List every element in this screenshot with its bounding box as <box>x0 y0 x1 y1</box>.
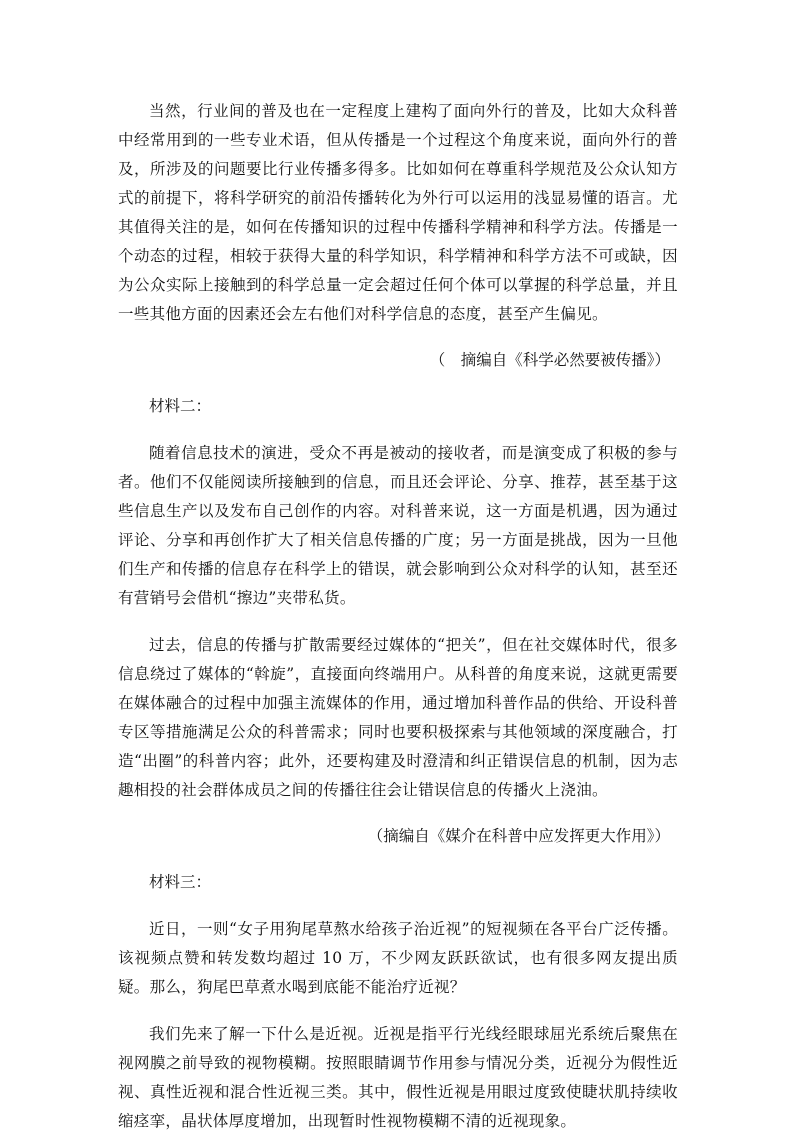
source-citation-1: （ 摘编自《科学必然要被传播》） <box>429 351 670 369</box>
paragraph-5: 我们先来了解一下什么是近视。近视是指平行光线经眼球屈光系统后聚焦在视网膜之前导致的视物模糊。按照眼睛调节作用参与情况分类，近视分为假性近视、真性近视和混合性近视三类。其中，假性近视是用眼过度致使睫状肌持续收缩痉挛，晶状体厚度增加，出现暂时性视物模糊不清的近视现象。 <box>118 1025 678 1130</box>
material-2-heading: 材料二： <box>149 397 212 415</box>
document-page <box>118 97 678 1136</box>
paragraph-2: 随着信息技术的演进，受众不再是被动的接收者，而是演变成了积极的参与者。他们不仅能阅读所接触到的信息，而且还会评论、分享、推荐，甚至基于这些信息生产以及发布自己创作的内容。对科普来说，这一方面是机遇，因为通过评论、分享和再创作扩大了相关信息传播的广度；另一方面是挑战，因为一旦他们生产和传播的信息存在科学上的错误，就会影响到公众对科学的认知，甚至还有营销号会借机“擦边”夹带私货。 <box>118 444 678 607</box>
paragraph-4: 近日，一则“女子用狗尾草熬水给孩子治近视”的短视频在各平台广泛传播。该视频点赞和转发数均超过 10 万，不少网友跃跃欲试，也有很多网友提出质疑。那么，狗尾巴草煮水喝到底能不能治疗近视？ <box>118 920 678 996</box>
paragraph-1: 当然，行业间的普及也在一定程度上建构了面向外行的普及，比如大众科普中经常用到的一些专业术语，但从传播是一个过程这个角度来说，面向外行的普及，所涉及的问题要比行业传播多得多。比如如何在尊重科学规范及公众认知方式的前提下，将科学研究的前沿传播转化为外行可以运用的浅显易懂的语言。尤其值得关注的是，如何在传播知识的过程中传播科学精神和科学方法。传播是一个动态的过程，相较于获得大量的科学知识，科学精神和科学方法不可或缺，因为公众实际上接触到的科学总量一定会超过任何个体可以掌握的科学总量，并且一些其他方面的因素还会左右他们对科学信息的态度，甚至产生偏见。 <box>118 102 678 323</box>
paragraph-3: 过去，信息的传播与扩散需要经过媒体的“把关”，但在社交媒体时代，很多信息绕过了媒体的“斡旋”，直接面向终端用户。从科普的角度来说，这就更需要在媒体融合的过程中加强主流媒体的作用，通过增加科普作品的供给、开设科普专区等措施满足公众的科普需求；同时也要积极探索与其他领域的深度融合，打造“出圈”的科普内容；此外，还要构建及时澄清和纠正错误信息的机制，因为志趣相投的社会群体成员之间的传播往往会让错误信息的传播火上浇油。 <box>118 636 678 799</box>
source-citation-2: （摘编自《媒介在科普中应发挥更大作用》） <box>367 827 670 845</box>
material-3-heading: 材料三： <box>149 873 212 891</box>
